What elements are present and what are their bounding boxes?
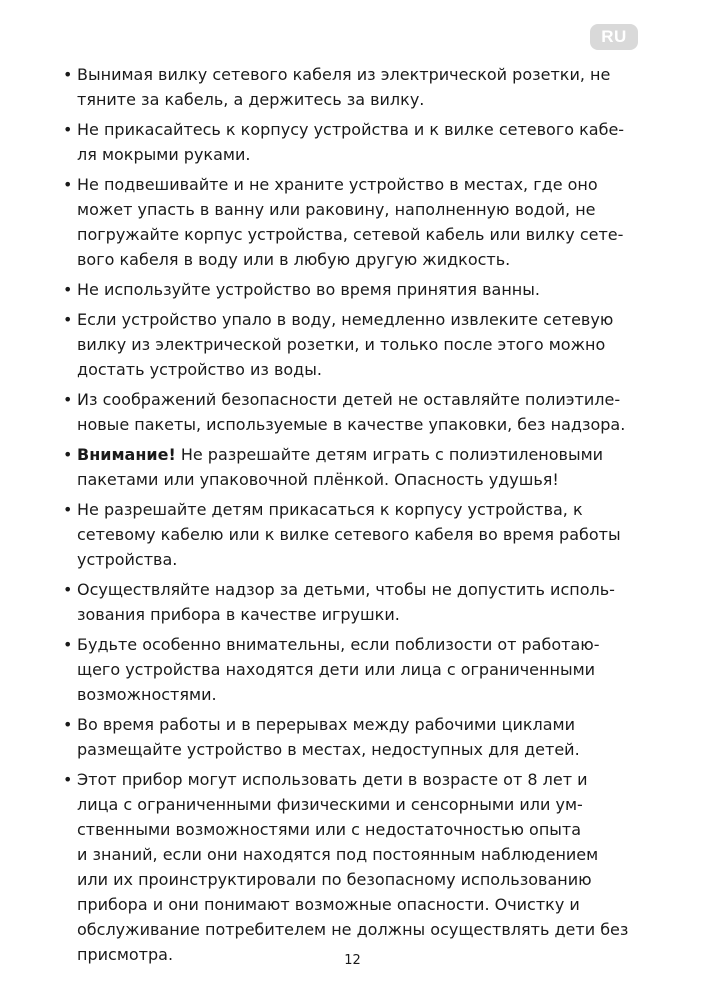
list-item-text: Не прикасайтесь к корпусу устройства и к вилке сетевого кабе- ля мокрыми руками.: [77, 120, 625, 164]
safety-instructions-list: [63, 62, 651, 972]
list-item-text: Этот прибор могут использовать дети в возрасте от 8 лет и лица с ограниченными физическими и сенсорными или ум- ственными возможностями или с недостаточностью опыта и знаний, если они находятся под постоянным наблюдением или их проинструктировали по безопасному использованию прибора и они понимают возможные опасности. Очистку и обслуживание потребителем не должны осуществлять дети без присмотра.: [77, 770, 629, 964]
bullet: •: [63, 500, 73, 519]
list-item-text: Не разрешайте детям прикасаться к корпусу устройства, к сетевому кабелю или к вилке сетевого кабеля во время работы устройства.: [77, 500, 621, 569]
bullet: •: [63, 580, 73, 599]
list-item: [63, 577, 651, 627]
list-item: [63, 172, 651, 272]
list-item-text: Из соображений безопасности детей не оставляйте полиэтиле- новые пакеты, используемые в качестве упаковки, без надзора.: [77, 390, 626, 434]
bullet: •: [63, 635, 73, 654]
bullet: •: [63, 280, 73, 299]
list-item: [63, 62, 651, 112]
list-item: [63, 387, 651, 437]
list-item-text: Вынимая вилку сетевого кабеля из электрической розетки, не тяните за кабель, а держитесь за вилку.: [77, 65, 611, 109]
list-item-text: Будьте особенно внимательны, если поблизости от работаю- щего устройства находятся дети или лица с ограниченными возможностями.: [77, 635, 600, 704]
list-item-text: Во время работы и в перерывах между рабочими циклами размещайте устройство в местах, недоступных для детей.: [77, 715, 580, 759]
list-item: [63, 497, 651, 572]
bullet: •: [63, 65, 73, 84]
warning-text: Не разрешайте детям играть с полиэтиленовыми пакетами или упаковочной плёнкой. Опасность удушья!: [77, 445, 604, 489]
page-number: 12: [344, 953, 361, 968]
bullet: •: [63, 445, 73, 464]
list-item: [63, 632, 651, 707]
list-item: [63, 117, 651, 167]
list-item-text: Осуществляйте надзор за детьми, чтобы не допустить исполь- зования прибора в качестве игрушки.: [77, 580, 615, 624]
language-badge: RU: [590, 24, 638, 50]
list-item: [63, 277, 651, 302]
list-item: [63, 767, 651, 967]
list-item-text: [77, 445, 603, 489]
list-item-text: Не используйте устройство во время принятия ванны.: [77, 280, 540, 299]
list-item-warning: [63, 442, 651, 492]
bullet: •: [63, 120, 73, 139]
bullet: •: [63, 310, 73, 329]
list-item-text: Если устройство упало в воду, немедленно извлеките сетевую вилку из электрической розетки, и только после этого можно достать устройство из воды.: [77, 310, 614, 379]
warning-label: Внимание!: [77, 445, 176, 464]
list-item: [63, 307, 651, 382]
bullet: •: [63, 175, 73, 194]
list-item: [63, 712, 651, 762]
bullet: •: [63, 770, 73, 789]
bullet: •: [63, 715, 73, 734]
bullet: •: [63, 390, 73, 409]
list-item-text: Не подвешивайте и не храните устройство в местах, где оно может упасть в ванну или раковину, наполненную водой, не погружайте корпус устройства, сетевой кабель или вилку сете- вого кабеля в воду или в любую другую жидкость.: [77, 175, 624, 269]
